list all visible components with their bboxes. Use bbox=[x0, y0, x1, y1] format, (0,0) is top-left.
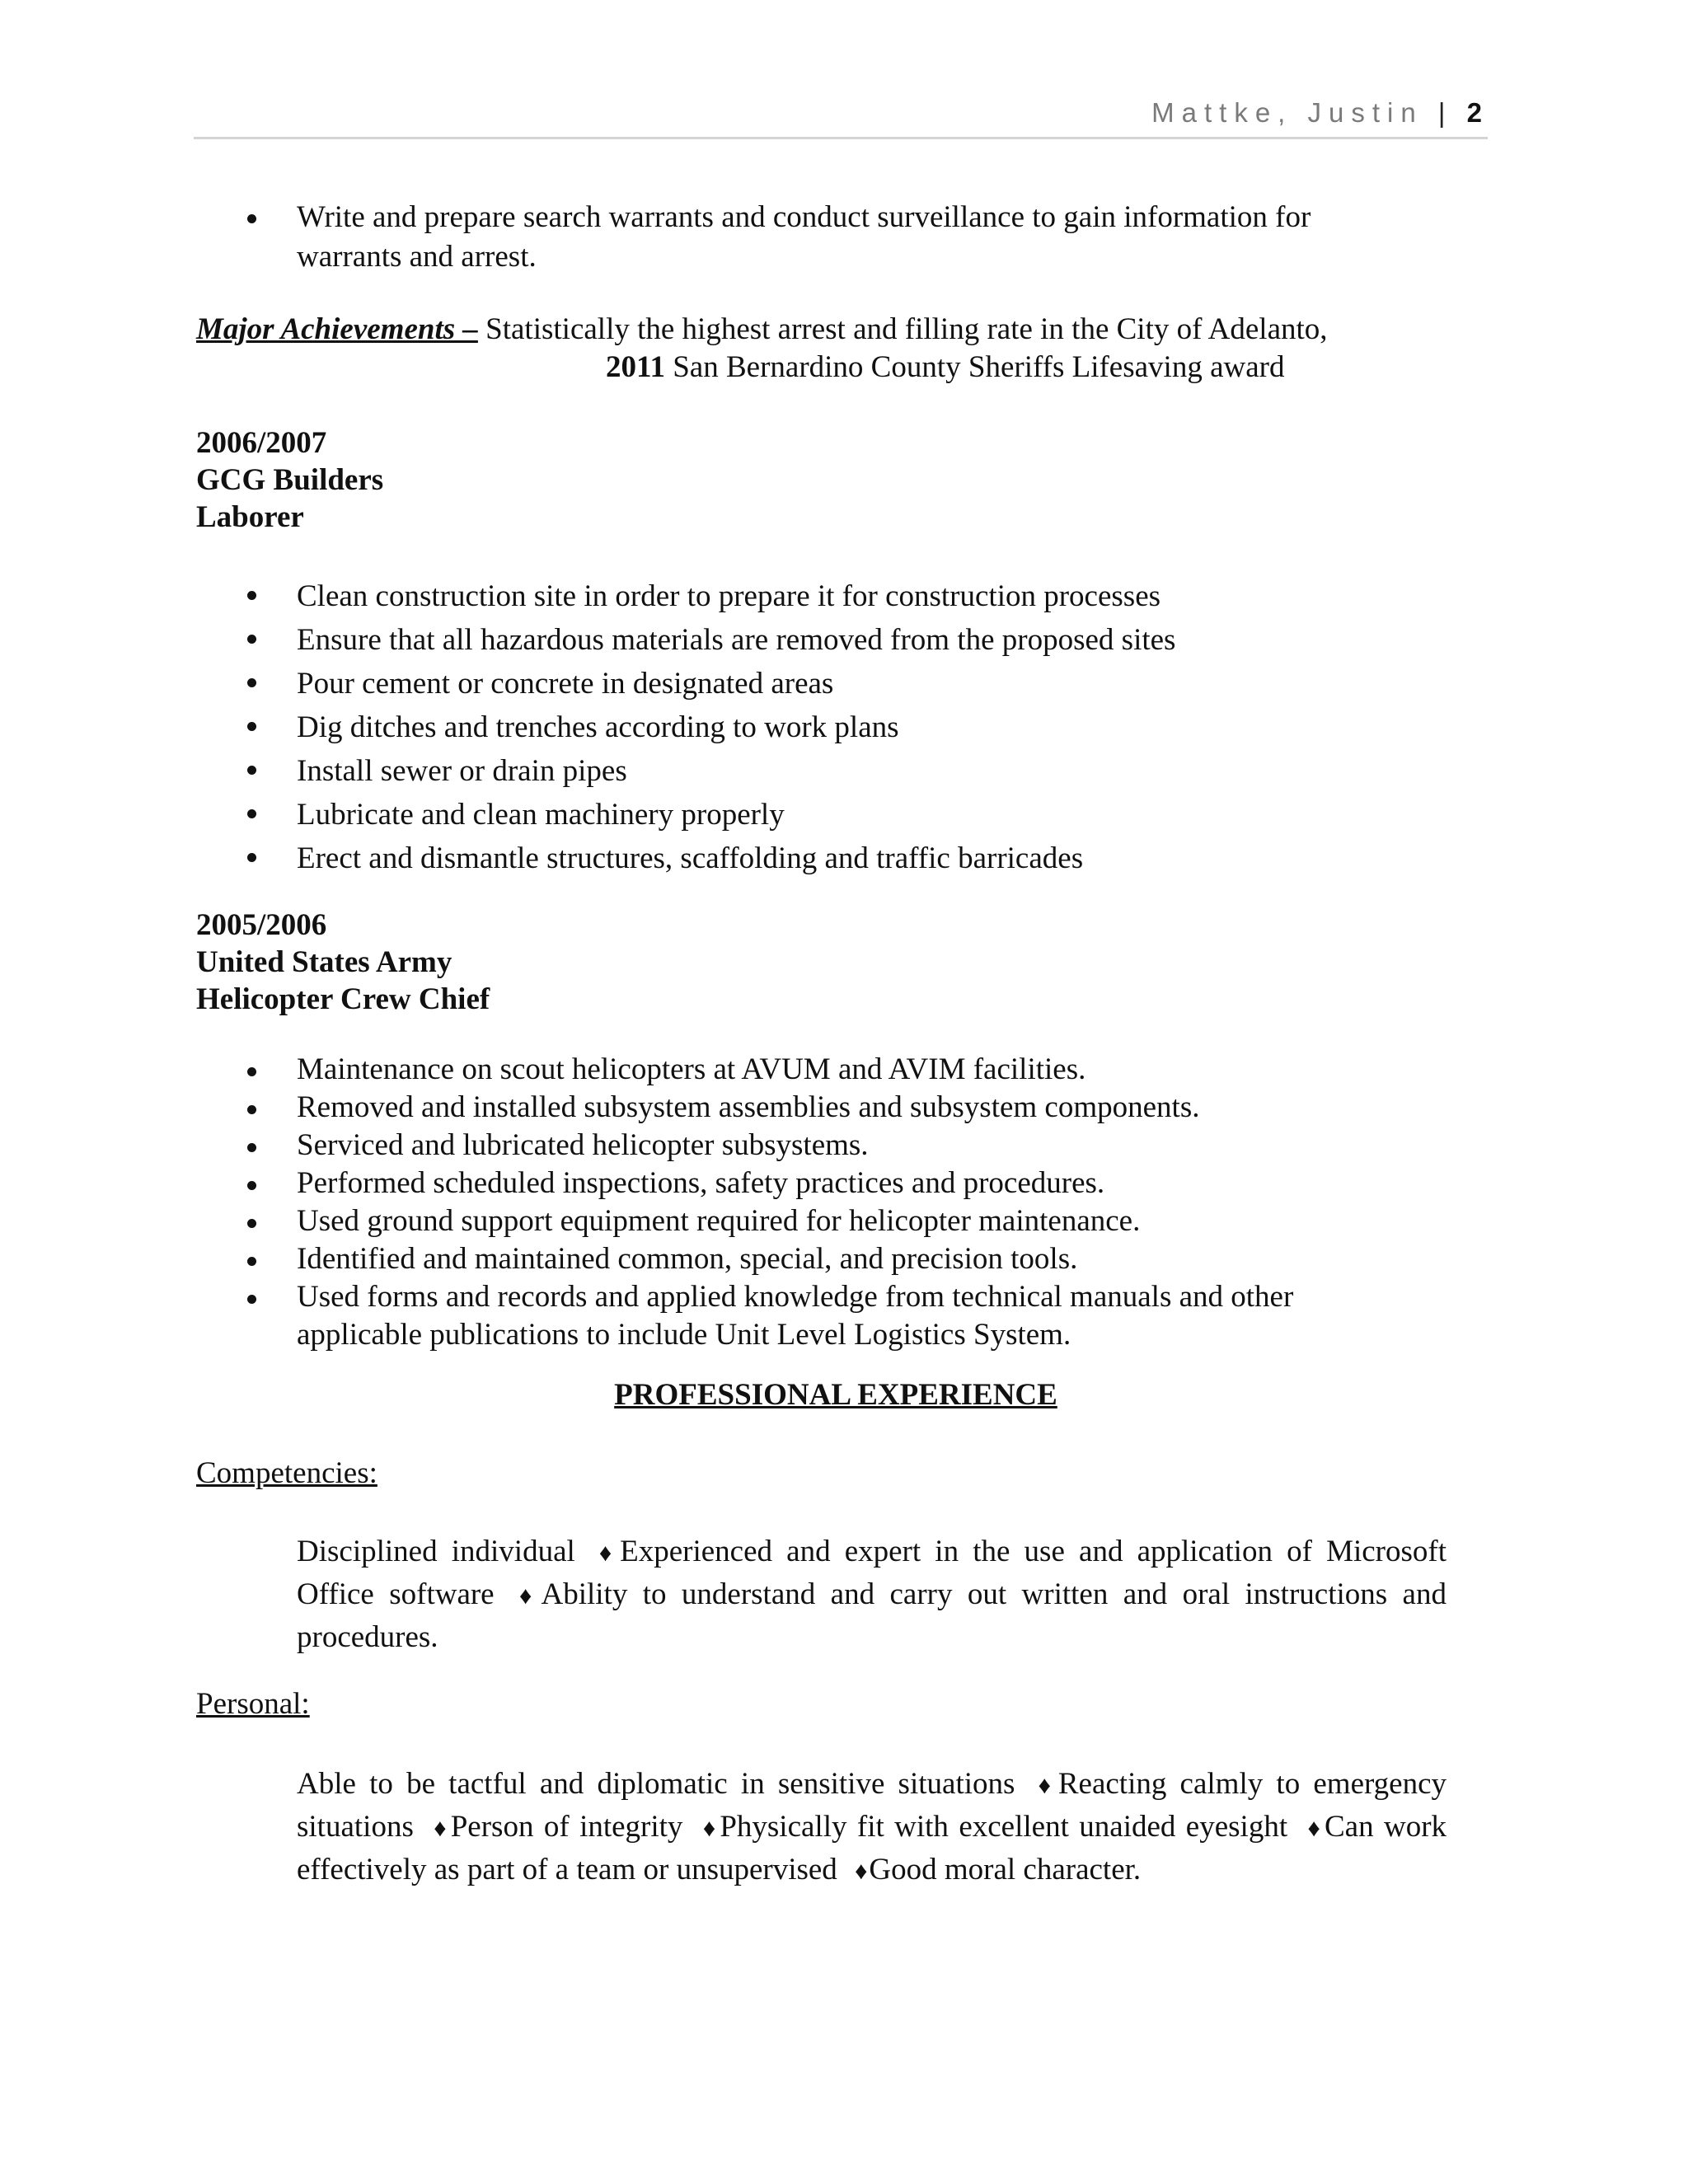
job-title: Helicopter Crew Chief bbox=[196, 982, 490, 1016]
diamond-icon: ♦ bbox=[434, 1815, 449, 1842]
list-item: Removed and installed subsystem assemblies and subsystem components. bbox=[247, 1089, 1293, 1127]
competency-item: Disciplined individual bbox=[297, 1535, 575, 1568]
personal-item: Can work effectively as part of a team or unsupervised bbox=[297, 1810, 1447, 1886]
personal-item: Reacting calmly to emergency situations bbox=[297, 1767, 1447, 1844]
achievements-label: Major Achievements – bbox=[196, 312, 478, 346]
top-bullet-list bbox=[247, 198, 1311, 277]
list-item: Dig ditches and trenches according to work plans bbox=[247, 705, 1175, 749]
job-years: 2005/2006 bbox=[196, 908, 327, 942]
competency-item: Ability to understand and carry out written and oral instructions and procedures. bbox=[297, 1577, 1447, 1654]
diamond-icon: ♦ bbox=[702, 1815, 719, 1842]
achievements-award bbox=[606, 349, 1284, 387]
list-item: Serviced and lubricated helicopter subsystems. bbox=[247, 1127, 1293, 1165]
header-separator: | bbox=[1437, 97, 1446, 128]
job-company: GCG Builders bbox=[196, 463, 384, 497]
competencies-label: Competencies: bbox=[196, 1456, 377, 1490]
personal-item: Person of integrity bbox=[450, 1810, 683, 1844]
competency-item: Experienced and expert in the use and application of Microsoft Office software bbox=[297, 1535, 1447, 1611]
diamond-icon: ♦ bbox=[855, 1858, 868, 1885]
job-title: Laborer bbox=[196, 500, 304, 534]
list-item: Used forms and records and applied knowledge from technical manuals and other applicable publications to include Unit Level Logistics System. bbox=[247, 1278, 1293, 1354]
header-rule bbox=[194, 137, 1488, 139]
personal-label: Personal: bbox=[196, 1687, 310, 1721]
section-title: PROFESSIONAL EXPERIENCE bbox=[614, 1378, 1057, 1412]
job-years: 2006/2007 bbox=[196, 426, 327, 460]
page-header bbox=[1151, 97, 1482, 129]
list-item: Used ground support equipment required for helicopter maintenance. bbox=[247, 1202, 1293, 1240]
list-item: Lubricate and clean machinery properly bbox=[247, 793, 1175, 837]
personal-item: Good moral character. bbox=[869, 1853, 1142, 1886]
list-item: Install sewer or drain pipes bbox=[247, 749, 1175, 793]
diamond-icon: ♦ bbox=[598, 1540, 619, 1567]
personal-item: Physically fit with excellent unaided eyesight bbox=[720, 1810, 1288, 1844]
job-company: United States Army bbox=[196, 945, 452, 979]
page-number: 2 bbox=[1466, 97, 1482, 128]
competencies-paragraph bbox=[297, 1531, 1447, 1658]
personal-paragraph bbox=[297, 1764, 1447, 1892]
list-item: Identified and maintained common, special, and precision tools. bbox=[247, 1240, 1293, 1278]
list-item: Pour cement or concrete in designated areas bbox=[247, 662, 1175, 705]
army-duties-list bbox=[247, 1051, 1293, 1354]
list-item: Performed scheduled inspections, safety practices and procedures. bbox=[247, 1165, 1293, 1202]
diamond-icon: ♦ bbox=[1307, 1815, 1323, 1842]
header-name: Mattke, Justin bbox=[1151, 97, 1423, 128]
gcg-duties-list bbox=[247, 574, 1175, 880]
list-item: Maintenance on scout helicopters at AVUM and AVIM facilities. bbox=[247, 1051, 1293, 1089]
list-item: Clean construction site in order to prepare it for construction processes bbox=[247, 574, 1175, 618]
personal-item: Able to be tactful and diplomatic in sensitive situations bbox=[297, 1767, 1015, 1801]
major-achievements bbox=[196, 311, 1328, 349]
diamond-icon: ♦ bbox=[519, 1582, 540, 1610]
list-item: Erect and dismantle structures, scaffolding and traffic barricades bbox=[247, 837, 1175, 880]
achievements-line-2: San Bernardino County Sheriffs Lifesaving award bbox=[664, 350, 1285, 384]
achievements-line-1: Statistically the highest arrest and filling rate in the City of Adelanto, bbox=[477, 312, 1328, 346]
diamond-icon: ♦ bbox=[1038, 1772, 1057, 1799]
list-item: Write and prepare search warrants and conduct surveillance to gain information for warrants and arrest. bbox=[247, 198, 1311, 277]
achievements-year: 2011 bbox=[606, 350, 665, 384]
list-item: Ensure that all hazardous materials are removed from the proposed sites bbox=[247, 618, 1175, 662]
